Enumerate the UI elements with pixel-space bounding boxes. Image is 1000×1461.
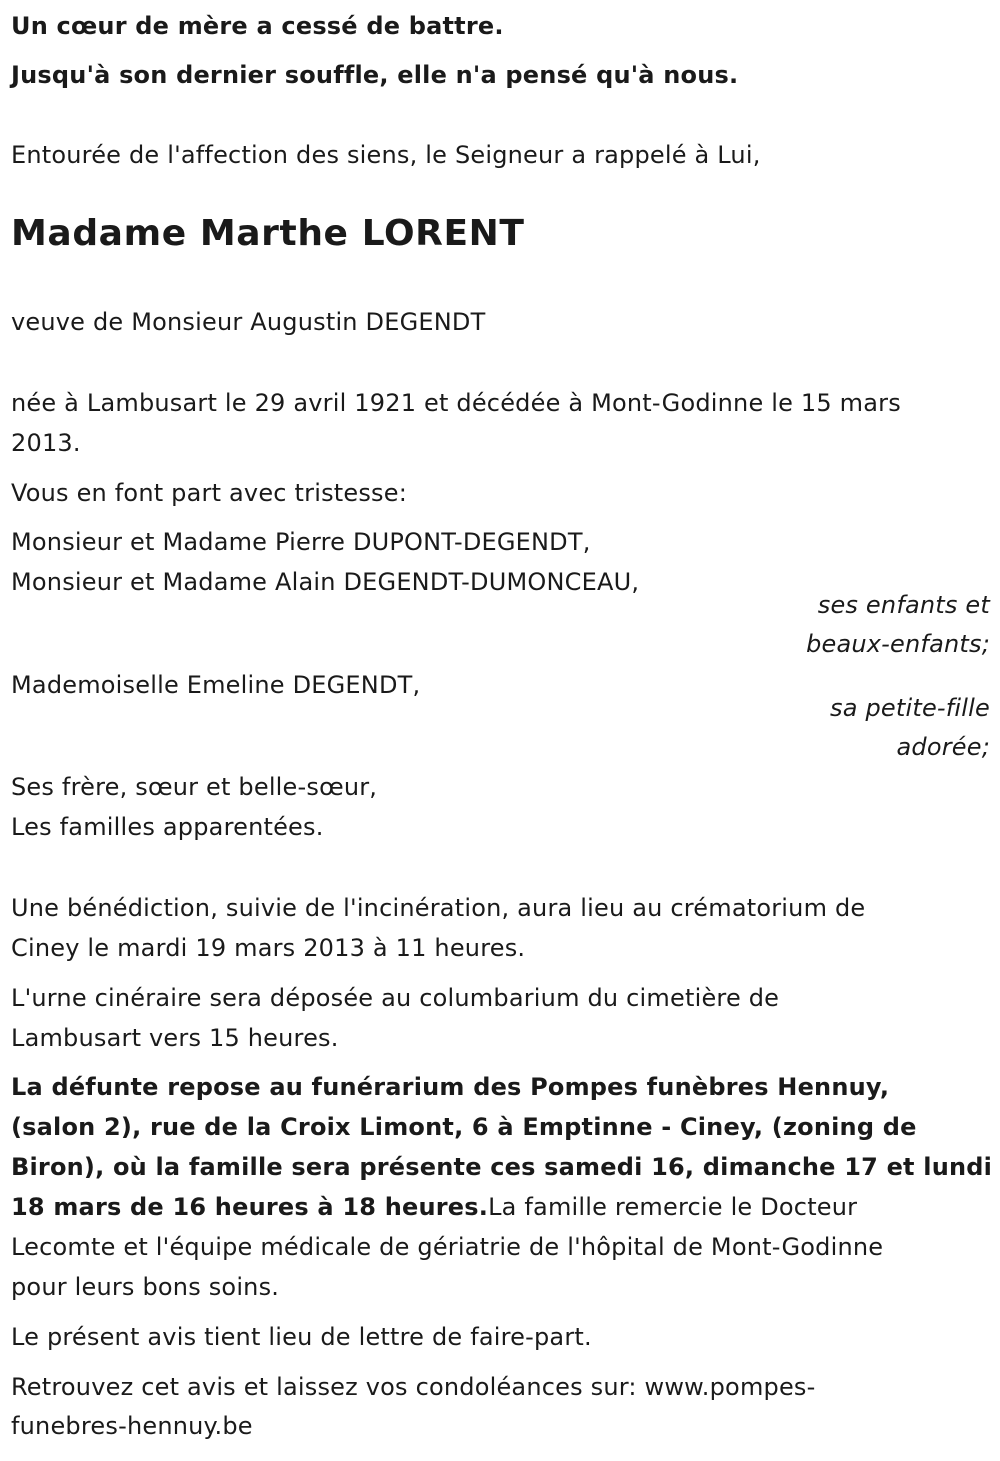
online-line-2: funebres-hennuy.be bbox=[11, 1412, 253, 1440]
funerarium-line-3: Biron), où la famille sera présente ces samedi 16, dimanche 17 et lundi bbox=[11, 1153, 993, 1181]
online-line-1: Retrouvez cet avis et laissez vos condoléances sur: www.pompes- bbox=[11, 1373, 816, 1401]
urn-line-1: L'urne cinéraire sera déposée au columbarium du cimetière de bbox=[11, 984, 780, 1012]
widow-of: veuve de Monsieur Augustin DEGENDT bbox=[11, 308, 486, 336]
granddaughter-name: Mademoiselle Emeline DEGENDT, bbox=[11, 671, 421, 699]
funerarium-line-5: Lecomte et l'équipe médicale de gériatrie de l'hôpital de Mont-Godinne bbox=[11, 1233, 884, 1261]
birth-death-line-1: née à Lambusart le 29 avril 1921 et décédée à Mont-Godinne le 15 mars bbox=[11, 389, 901, 417]
ceremony-line-2: Ciney le mardi 19 mars 2013 à 11 heures. bbox=[11, 934, 526, 962]
family-line-1: Ses frère, sœur et belle-sœur, bbox=[11, 773, 378, 801]
children-line-2: Monsieur et Madame Alain DEGENDT-DUMONCEAU, bbox=[11, 568, 640, 596]
urn-line-2: Lambusart vers 15 heures. bbox=[11, 1024, 339, 1052]
children-line-1: Monsieur et Madame Pierre DUPONT-DEGENDT, bbox=[11, 528, 591, 556]
funerarium-line-4 bbox=[11, 1193, 857, 1221]
header-line-1: Un cœur de mère a cessé de battre. bbox=[11, 12, 504, 40]
family-line-2: Les familles apparentées. bbox=[11, 813, 324, 841]
birth-death-line-2: 2013. bbox=[11, 429, 81, 457]
funerarium-line-6: pour leurs bons soins. bbox=[11, 1273, 280, 1301]
funerarium-line-1: La défunte repose au funérarium des Pompes funèbres Hennuy, bbox=[11, 1073, 890, 1101]
deceased-name: Madame Marthe LORENT bbox=[11, 213, 525, 254]
notice-text: Le présent avis tient lieu de lettre de faire-part. bbox=[11, 1323, 592, 1351]
children-relation-1: ses enfants et bbox=[817, 591, 990, 619]
funerarium-line-4-bold: 18 mars de 16 heures à 18 heures. bbox=[11, 1193, 489, 1221]
children-relation-2: beaux-enfants; bbox=[806, 630, 990, 658]
header-line-2: Jusqu'à son dernier souffle, elle n'a pensé qu'à nous. bbox=[11, 61, 739, 89]
funerarium-line-2: (salon 2), rue de la Croix Limont, 6 à Emptinne - Ciney, (zoning de bbox=[11, 1113, 917, 1141]
granddaughter-relation-2: adorée; bbox=[896, 733, 990, 761]
funerarium-line-4-rest: La famille remercie le Docteur bbox=[488, 1193, 858, 1221]
announce-text: Vous en font part avec tristesse: bbox=[11, 479, 408, 507]
intro-text: Entourée de l'affection des siens, le Seigneur a rappelé à Lui, bbox=[11, 141, 761, 169]
granddaughter-relation-1: sa petite-fille bbox=[830, 694, 990, 722]
ceremony-line-1: Une bénédiction, suivie de l'incinération, aura lieu au crématorium de bbox=[11, 894, 866, 922]
